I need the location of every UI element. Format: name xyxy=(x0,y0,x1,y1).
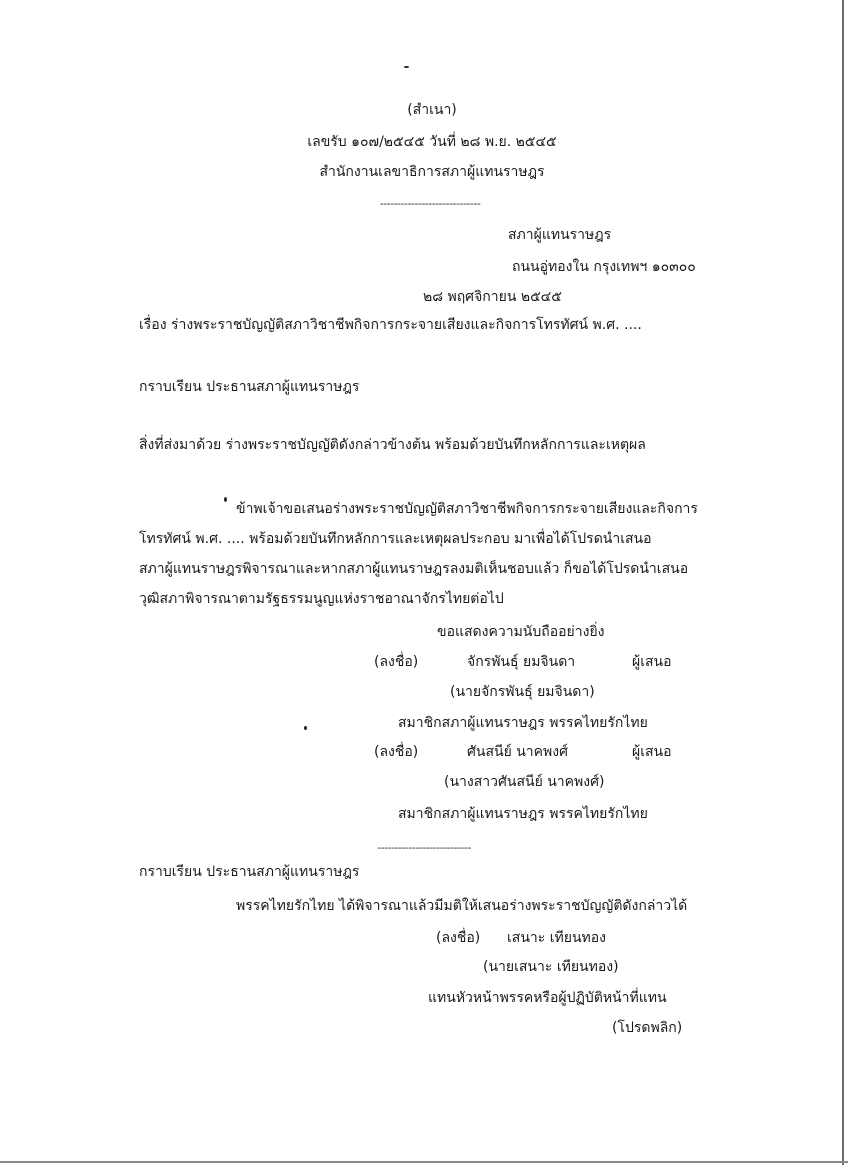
scan-speck xyxy=(404,66,409,68)
endorsement-salutation: กราบเรียน ประธานสภาผู้แทนราษฎร xyxy=(139,864,360,880)
letter-date: ๒๘ พฤศจิกายน ๒๕๔๕ xyxy=(423,289,562,305)
body-line: สภาผู้แทนราษฎรพิจารณาและหากสภาผู้แทนราษฎรลงมติเห็นชอบแล้ว ก็ขอได้โปรดนำเสนอ xyxy=(139,561,689,577)
office-name: สำนักงานเลขาธิการสภาผู้แทนราษฎร xyxy=(319,164,545,180)
signer-position: สมาชิกสภาผู้แทนราษฎร พรรคไทยรักไทย xyxy=(398,715,648,731)
signed-label: (ลงชื่อ) xyxy=(374,744,419,760)
body-line: ข้าพเจ้าขอเสนอร่างพระราชบัญญัติสภาวิชาชีพกิจการกระจายเสียงและกิจการ xyxy=(236,501,698,517)
signer-full-name: (นางสาวศันสนีย์ นาคพงศ์) xyxy=(444,774,605,790)
enclosure-line: สิ่งที่ส่งมาด้วย ร่างพระราชบัญญัติดังกล่าวข้างต้น พร้อมด้วยบันทึกหลักการและเหตุผล xyxy=(139,437,646,453)
address-org: สภาผู้แทนราษฎร xyxy=(508,227,612,243)
body-line: โทรทัศน์ พ.ศ. .... พร้อมด้วยบันทึกหลักการและเหตุผลประกอบ มาเพื่อได้โปรดนำเสนอ xyxy=(139,531,652,547)
scan-speck xyxy=(304,726,307,730)
scan-speck xyxy=(224,497,227,502)
signature: จักรพันธุ์ ยมจินดา xyxy=(467,654,576,670)
copy-label: (สำเนา) xyxy=(407,102,457,118)
endorser-full-name: (นายเสนาะ เทียนทอง) xyxy=(483,959,619,975)
body-line: วุฒิสภาพิจารณาตามรัฐธรรมนูญแห่งราชอาณาจักรไทยต่อไป xyxy=(139,591,504,607)
signer-role: ผู้เสนอ xyxy=(632,654,672,670)
scan-border-right xyxy=(842,0,844,1165)
signer-full-name: (นายจักรพันธุ์ ยมจินดา) xyxy=(450,684,595,700)
signature: ศันสนีย์ นาคพงศ์ xyxy=(467,744,568,760)
closing-line: ขอแสดงความนับถืออย่างยิ่ง xyxy=(437,624,605,640)
scan-border-bottom xyxy=(0,1161,848,1163)
endorsement-text: พรรคไทยรักไทย ได้พิจารณาแล้วมีมติให้เสนอร่างพระราชบัญญัติดังกล่าวได้ xyxy=(236,898,688,914)
salutation: กราบเรียน ประธานสภาผู้แทนราษฎร xyxy=(139,379,360,395)
signer-role: ผู้เสนอ xyxy=(632,744,672,760)
subject-line: เรื่อง ร่างพระราชบัญญัติสภาวิชาชีพกิจการกระจายเสียงและกิจการโทรทัศน์ พ.ศ. .... xyxy=(139,317,642,333)
endorser-position: แทนหัวหน้าพรรคหรือผู้ปฏิบัติหน้าที่แทน xyxy=(428,990,667,1006)
header-divider: ----------------------------- xyxy=(379,197,481,210)
please-turn-note: (โปรดพลิก) xyxy=(612,1020,683,1036)
address-street: ถนนอู่ทองใน กรุงเทพฯ ๑๐๓๐๐ xyxy=(512,259,696,275)
section-divider: --------------------------- xyxy=(377,841,471,854)
signer-position: สมาชิกสภาผู้แทนราษฎร พรรคไทยรักไทย xyxy=(398,806,648,822)
signature: เสนาะ เทียนทอง xyxy=(507,930,606,946)
signed-label: (ลงชื่อ) xyxy=(374,654,419,670)
signed-label: (ลงชื่อ) xyxy=(436,930,481,946)
receipt-line: เลขรับ ๑๐๗/๒๕๔๕ วันที่ ๒๘ พ.ย. ๒๕๔๕ xyxy=(307,134,557,150)
